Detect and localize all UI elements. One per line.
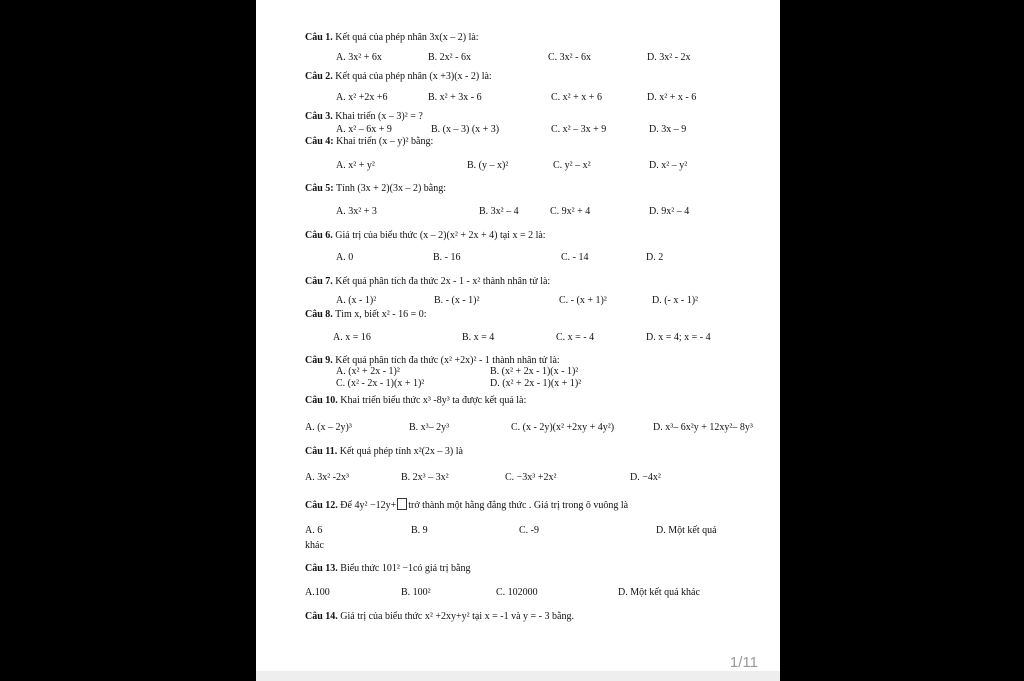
q2-option-d: D. x² + x - 6 bbox=[647, 92, 697, 103]
q4-option-a: A. x² + y² bbox=[336, 160, 375, 171]
q13-option-d: D. Một kết quả khác bbox=[618, 587, 700, 598]
question-7: Câu 7. Kết quả phân tích đa thức 2x - 1 - x² thành nhân tử là: bbox=[305, 276, 551, 287]
q7-option-c: C. - (x + 1)² bbox=[559, 295, 607, 306]
q2-option-a: A. x² +2x +6 bbox=[336, 92, 388, 103]
q10-option-c: C. (x - 2y)(x² +2xy + 4y²) bbox=[511, 422, 615, 433]
blank-square-box bbox=[397, 498, 407, 510]
question-12: Câu 12. Để 4y² −12y+ trở thành một hằng đẳng thức . Giá trị trong ô vuông là bbox=[305, 500, 629, 511]
q1-option-d: D. 3x² - 2x bbox=[647, 52, 691, 63]
q11-option-c: C. −3x³ +2x² bbox=[505, 472, 557, 483]
q3-option-d: D. 3x – 9 bbox=[649, 124, 687, 135]
document-page bbox=[256, 0, 780, 681]
q2-option-c: C. x² + x + 6 bbox=[551, 92, 602, 103]
q8-option-d: D. x = 4; x = - 4 bbox=[646, 332, 711, 343]
q3-option-a: A. x² – 6x + 9 bbox=[336, 124, 392, 135]
question-14: Câu 14. Giá trị của biểu thức x² +2xy+y² tại x = -1 và y = - 3 bằng. bbox=[305, 611, 574, 622]
q5-option-d: D. 9x² – 4 bbox=[649, 206, 690, 217]
q5-option-a: A. 3x² + 3 bbox=[336, 206, 377, 217]
q5-option-b: B. 3x² – 4 bbox=[479, 206, 519, 217]
q6-option-a: A. 0 bbox=[336, 252, 354, 263]
q8-option-b: B. x = 4 bbox=[462, 332, 495, 343]
question-6: Câu 6. Giá trị của biểu thức (x – 2)(x² + 2x + 4) tại x = 2 là: bbox=[305, 230, 546, 241]
question-4: Câu 4: Khai triển (x – y)² bằng: bbox=[305, 136, 434, 147]
question-8: Câu 8. Tìm x, biết x² - 16 = 0: bbox=[305, 309, 427, 320]
q11-option-b: B. 2x³ – 3x² bbox=[401, 472, 449, 483]
q9-option-b: B. (x² + 2x - 1)(x - 1)² bbox=[490, 366, 579, 377]
q13-option-c: C. 102000 bbox=[496, 587, 538, 598]
question-13: Câu 13. Biểu thức 101² −1có giá trị bằng bbox=[305, 563, 471, 574]
q1-option-c: C. 3x² - 6x bbox=[548, 52, 591, 63]
q6-option-d: D. 2 bbox=[646, 252, 664, 263]
q10-option-d: D. x³– 6x²y + 12xy²– 8y³ bbox=[653, 422, 753, 433]
q9-option-a: A. (x² + 2x - 1)² bbox=[336, 366, 400, 377]
question-9: Câu 9. Kết quả phân tích đa thức (x² +2x)² - 1 thành nhân tử là: bbox=[305, 355, 560, 366]
q11-option-a: A. 3x² -2x³ bbox=[305, 472, 350, 483]
q3-option-c: C. x² – 3x + 9 bbox=[551, 124, 607, 135]
q9-option-d: D. (x² + 2x - 1)(x + 1)² bbox=[490, 378, 582, 389]
question-11: Câu 11. Kết quả phép tính x²(2x – 3) là bbox=[305, 446, 463, 457]
q11-option-d: D. −4x² bbox=[630, 472, 661, 483]
q7-option-a: A. (x - 1)² bbox=[336, 295, 377, 306]
q1-option-b: B. 2x² - 6x bbox=[428, 52, 471, 63]
question-10: Câu 10. Khai triển biểu thức x³ -8y³ ta được kết quả là: bbox=[305, 395, 527, 406]
q7-option-d: D. (- x - 1)² bbox=[652, 295, 699, 306]
q1-option-a: A. 3x² + 6x bbox=[336, 52, 382, 63]
q13-option-b: B. 100² bbox=[401, 587, 431, 598]
q12-option-a: A. 6 bbox=[305, 525, 323, 536]
page-counter: 1/11 bbox=[729, 654, 758, 671]
q4-option-b: B. (y – x)² bbox=[467, 160, 509, 171]
q6-option-c: C. - 14 bbox=[561, 252, 589, 263]
q2-option-b: B. x² + 3x - 6 bbox=[428, 92, 482, 103]
q9-option-c: C. (x² - 2x - 1)(x + 1)² bbox=[336, 378, 425, 389]
page-bottom-strip bbox=[256, 671, 780, 681]
question-3: Câu 3. Khai triển (x – 3)² = ? bbox=[305, 111, 423, 122]
q4-option-c: C. y² – x² bbox=[553, 160, 591, 171]
q6-option-b: B. - 16 bbox=[433, 252, 461, 263]
q12-option-d: D. Một kết quả bbox=[656, 525, 717, 536]
q7-option-b: B. - (x - 1)² bbox=[434, 295, 480, 306]
question-2: Câu 2. Kết quả của phép nhân (x +3)(x - 2) là: bbox=[305, 71, 492, 82]
q13-option-a: A.100 bbox=[305, 587, 330, 598]
question-5: Câu 5: Tính (3x + 2)(3x – 2) bằng: bbox=[305, 183, 447, 194]
q12-option-b: B. 9 bbox=[411, 525, 428, 536]
q5-option-c: C. 9x² + 4 bbox=[550, 206, 591, 217]
q3-option-b: B. (x – 3) (x + 3) bbox=[431, 124, 500, 135]
q4-option-d: D. x² – y² bbox=[649, 160, 688, 171]
q12-option-d-continuation: khác bbox=[305, 540, 324, 551]
q10-option-a: A. (x – 2y)³ bbox=[305, 422, 352, 433]
q12-option-c: C. -9 bbox=[519, 525, 539, 536]
question-1: Câu 1. Kết quả của phép nhân 3x(x – 2) là: bbox=[305, 32, 479, 43]
q8-option-c: C. x = - 4 bbox=[556, 332, 595, 343]
q8-option-a: A. x = 16 bbox=[333, 332, 371, 343]
q10-option-b: B. x³– 2y³ bbox=[409, 422, 450, 433]
